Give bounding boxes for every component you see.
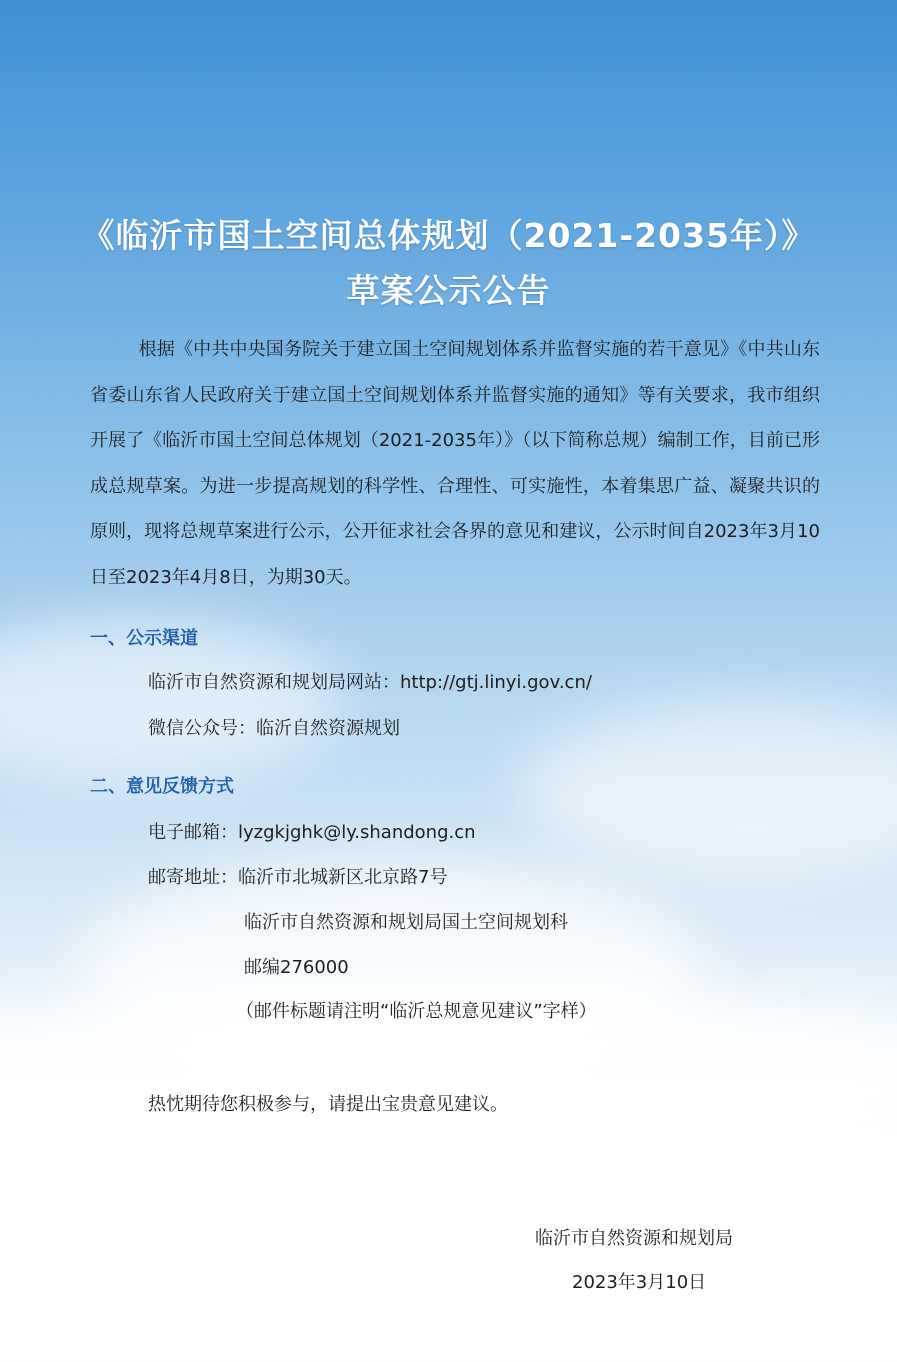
notice-title: 《临沂市国土空间总体规划（2021-2035年）》	[81, 216, 816, 255]
email-line: 电子邮箱：lyzgkjghk@ly.shandong.cn	[148, 822, 476, 843]
section-heading-channels: 一、公示渠道	[90, 628, 198, 649]
website-line: 临沂市自然资源和规划局网站：http://gtj.linyi.gov.cn/	[148, 672, 592, 693]
closing-line: 热忱期待您积极参与，请提出宝贵意见建议。	[148, 1094, 508, 1115]
signature-organization: 临沂市自然资源和规划局	[535, 1228, 733, 1249]
mail-note-line: （邮件标题请注明“临沂总规意见建议”字样）	[236, 1001, 597, 1022]
signature-date: 2023年3月10日	[572, 1272, 707, 1293]
wechat-line: 微信公众号：临沂自然资源规划	[148, 718, 400, 739]
postcode-line: 邮编276000	[244, 957, 349, 978]
address-line: 邮寄地址：临沂市北城新区北京路7号	[148, 867, 448, 888]
address-line-2: 临沂市自然资源和规划局国土空间规划科	[244, 912, 568, 933]
background-cloud	[520, 700, 897, 880]
intro-paragraph: 根据《中共中央国务院关于建立国土空间规划体系并监督实施的若干意见》《中共山东省委山东省人民政府关于建立国土空间规划体系并监督实施的通知》等有关要求，我市组织开展了《临沂市国土空间总体规划（2021-2035年）》（以下简称总规）编制工作，目前已形成总规草案。为进一步提高规划的科学性、合理性、可实施性，本着集思广益、凝聚共识的原则，现将总规草案进行公示，公开征求社会各界的意见和建议，公示时间自2023年3月10日至2023年4月8日，为期30天。	[90, 339, 820, 588]
section-heading-feedback: 二、意见反馈方式	[90, 776, 234, 797]
notice-subtitle: 草案公示公告	[346, 271, 551, 310]
